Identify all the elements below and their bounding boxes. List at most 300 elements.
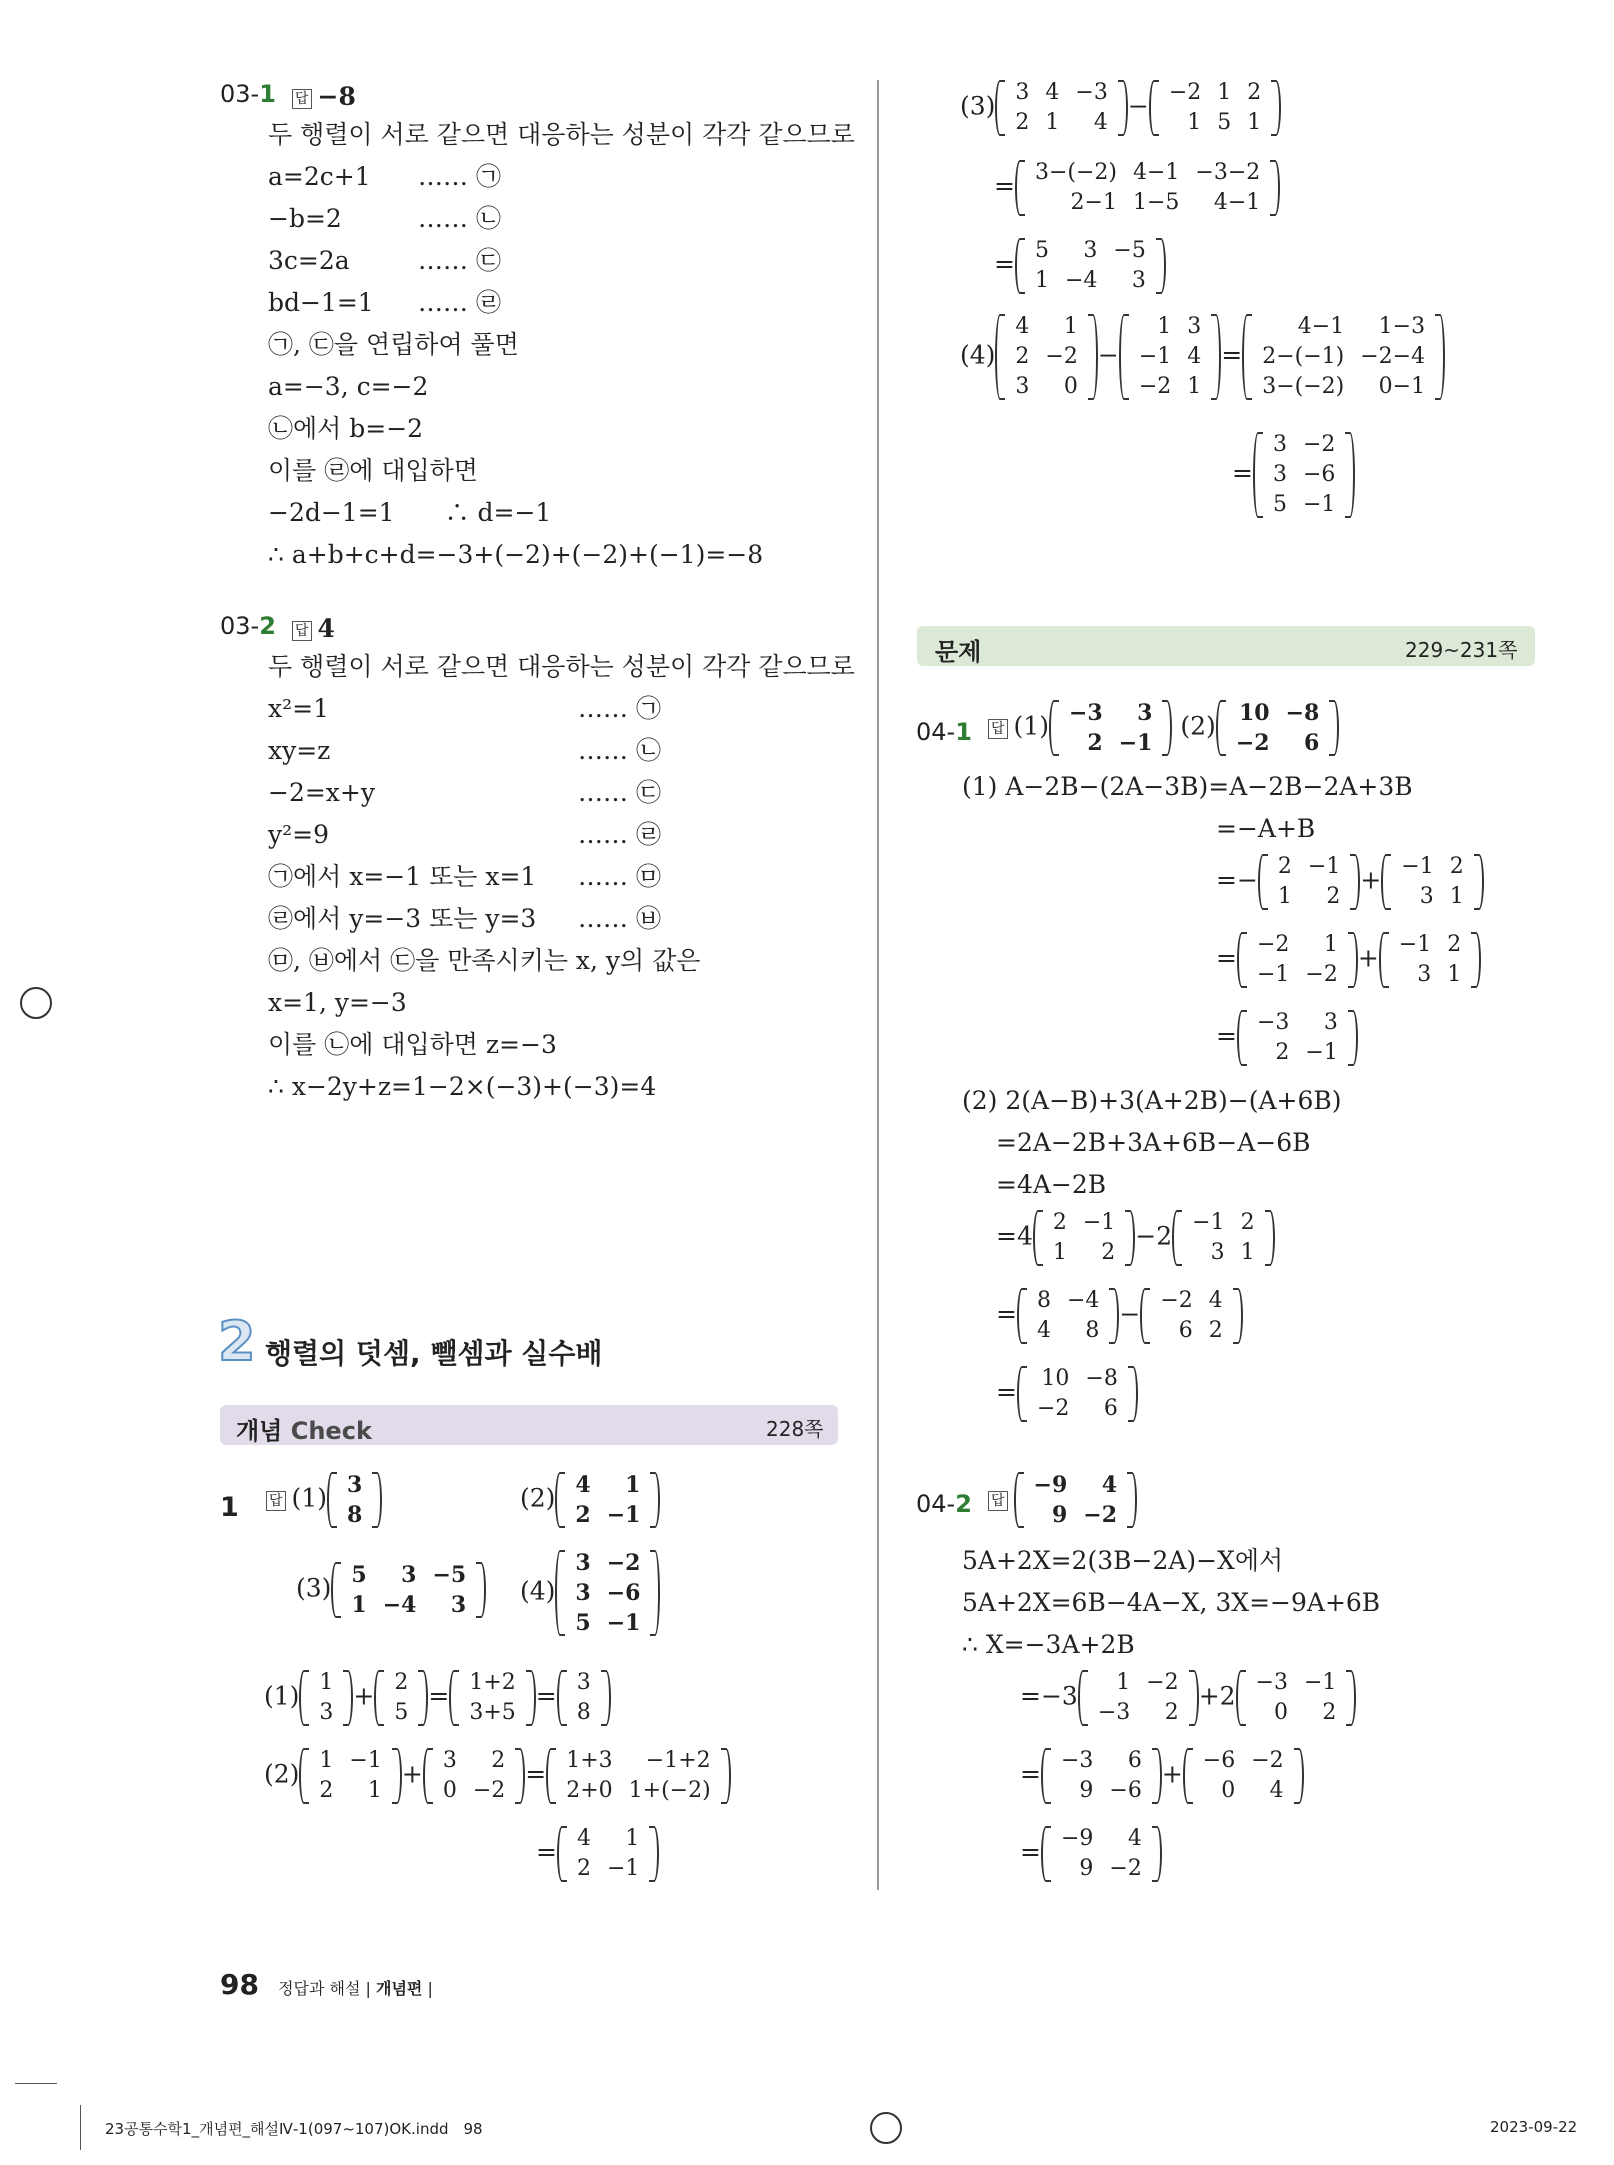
matrix-body bbox=[569, 1668, 599, 1728]
matrix bbox=[1041, 1824, 1162, 1884]
solution-line bbox=[268, 946, 700, 976]
right-paren bbox=[1118, 80, 1128, 136]
matrix-cell: −1 bbox=[1118, 730, 1153, 756]
equation-tag: …… ㉠ bbox=[418, 162, 501, 191]
matrix-cell: −2 bbox=[1302, 432, 1336, 457]
matrix-cell: 4 bbox=[1187, 344, 1202, 369]
matrix-cell: 5 bbox=[575, 1610, 591, 1636]
matrix-cell: 4 bbox=[576, 1826, 591, 1851]
matrix bbox=[1033, 1208, 1135, 1268]
matrix-cell: 1+3 bbox=[566, 1748, 613, 1773]
solution-line: ㉠, ㉢을 연립하여 풀면 bbox=[268, 330, 519, 359]
solution-line: 두 행렬이 서로 같으면 대응하는 성분이 각각 같으므로 bbox=[268, 652, 855, 681]
matrix bbox=[1237, 930, 1358, 990]
left-paren bbox=[555, 1550, 565, 1636]
matrix-cell: 5 bbox=[1272, 492, 1287, 517]
matrix-body bbox=[1161, 78, 1269, 138]
answer-matrix-3 bbox=[331, 1560, 486, 1620]
matrix-cell: −2 bbox=[1305, 962, 1338, 987]
step bbox=[1020, 1824, 1162, 1884]
solution-line: ∴ a+b+c+d=−3+(−2)+(−2)+(−1)=−8 bbox=[268, 540, 764, 569]
solution-line bbox=[962, 1588, 1380, 1618]
solution-line: −b=2 bbox=[268, 204, 342, 233]
matrix bbox=[423, 1746, 525, 1806]
right-paren bbox=[1270, 160, 1280, 216]
matrix-cell: −1 bbox=[606, 1856, 640, 1881]
left-paren bbox=[1015, 238, 1025, 294]
right-paren bbox=[515, 1748, 525, 1804]
sub-4b bbox=[1232, 430, 1355, 520]
solution-line: −2d−1=1 ∴ d=−1 bbox=[268, 498, 552, 527]
equation-tag bbox=[578, 778, 661, 808]
solution-line: x=1, y=−3 bbox=[268, 988, 407, 1017]
matrix bbox=[374, 1668, 428, 1728]
matrix-cell: 2 bbox=[1449, 854, 1464, 879]
left-paren bbox=[299, 1748, 309, 1804]
matrix-cell: −1 bbox=[1302, 492, 1336, 517]
matrix-body bbox=[1265, 430, 1343, 520]
matrix-cell: −2 bbox=[1235, 730, 1270, 756]
op: = bbox=[1216, 943, 1237, 973]
solution-line bbox=[962, 1546, 1283, 1576]
matrix-cell: 3 bbox=[1187, 314, 1202, 339]
solution-line: (1) A−2B−(2A−3B)=A−2B−2A+3B bbox=[962, 772, 1413, 801]
answer-value: −8 bbox=[317, 82, 356, 111]
matrix-cell: 3 bbox=[1137, 700, 1153, 726]
left-paren bbox=[1140, 1288, 1150, 1344]
left-paren bbox=[1253, 432, 1263, 518]
matrix-cell: −3 bbox=[1097, 1700, 1131, 1725]
solution-line: 이를 ㉣에 대입하면 bbox=[268, 456, 478, 485]
part-label: (2) bbox=[1172, 711, 1216, 741]
matrix bbox=[449, 1668, 535, 1728]
left-paren bbox=[1237, 1010, 1247, 1066]
op: + bbox=[353, 1681, 375, 1711]
matrix-cell: −2 bbox=[606, 1550, 641, 1576]
right-paren bbox=[1189, 1670, 1199, 1726]
left-paren bbox=[299, 1670, 309, 1726]
matrix-cell: −3 bbox=[1075, 80, 1108, 105]
section-title: 행렬의 덧셈, 뺄셈과 실수배 bbox=[265, 1337, 603, 1370]
matrix-body bbox=[1027, 236, 1154, 296]
matrix-cell: 2 bbox=[1326, 884, 1341, 909]
matrix bbox=[1017, 1364, 1138, 1424]
matrix-cell: 5 bbox=[1217, 110, 1232, 135]
matrix-cell: 8 bbox=[346, 1502, 363, 1528]
matrix-cell: 5 bbox=[394, 1700, 409, 1725]
equation-tag: …… ㉡ bbox=[578, 736, 661, 765]
matrix bbox=[1237, 1008, 1358, 1068]
q1-answer-2 bbox=[520, 1470, 660, 1530]
right-paren bbox=[650, 1550, 660, 1636]
answer-mark: 답 bbox=[266, 1491, 286, 1511]
equation-tag: …… ㉣ bbox=[578, 820, 661, 849]
equation-tag: …… ㉥ bbox=[578, 904, 661, 933]
matrix-body bbox=[311, 1668, 341, 1728]
matrix bbox=[1253, 430, 1355, 520]
matrix-cell: 4 bbox=[1093, 110, 1108, 135]
matrix-cell: −2−4 bbox=[1360, 344, 1426, 369]
right-paren bbox=[1152, 1826, 1162, 1882]
solution-line: 3c=2a bbox=[268, 246, 350, 275]
matrix-cell: 6 bbox=[1304, 730, 1320, 756]
solution-line: (2) 2(A−B)+3(A+2B)−(A+6B) bbox=[962, 1086, 1342, 1115]
section-number: 2 bbox=[218, 1310, 256, 1373]
op: =4 bbox=[996, 1221, 1033, 1251]
step bbox=[1216, 1008, 1358, 1068]
right-paren bbox=[1127, 1472, 1137, 1528]
answer-matrix-1 bbox=[327, 1470, 382, 1530]
answer-mark: 답 bbox=[292, 621, 312, 641]
matrix-body bbox=[1228, 698, 1328, 758]
right-paren bbox=[1211, 314, 1221, 400]
equation-tag bbox=[578, 904, 661, 934]
matrix-cell: −8 bbox=[1285, 700, 1320, 726]
matrix bbox=[995, 78, 1127, 138]
matrix-cell: −1 bbox=[606, 1610, 641, 1636]
matrix-cell: 5 bbox=[351, 1562, 367, 1588]
part-label: (3) bbox=[960, 91, 996, 121]
right-paren bbox=[1350, 854, 1360, 910]
matrix-body bbox=[1248, 1668, 1345, 1728]
step bbox=[996, 1208, 1275, 1268]
matrix-cell: 1 bbox=[1063, 314, 1078, 339]
solution-line bbox=[268, 1030, 557, 1060]
solution-line: 두 행렬이 서로 같으면 대응하는 성분이 각각 같으므로 bbox=[268, 120, 855, 149]
left-paren bbox=[1236, 1670, 1246, 1726]
right-paren bbox=[392, 1748, 402, 1804]
solution-line bbox=[268, 288, 374, 318]
solution-line bbox=[268, 988, 407, 1018]
op: + bbox=[401, 1759, 423, 1789]
matrix bbox=[299, 1668, 353, 1728]
right-paren bbox=[1471, 932, 1481, 988]
equation-tag: …… ㉢ bbox=[578, 778, 661, 807]
label-number: 04- bbox=[916, 1490, 956, 1518]
matrix-cell: 1 bbox=[1247, 110, 1262, 135]
concept-check-page: 228쪽 bbox=[766, 1417, 824, 1441]
answer-mark: 답 bbox=[292, 89, 312, 109]
matrix-cell: 3 bbox=[575, 1550, 591, 1576]
equation-tag bbox=[578, 736, 661, 766]
matrix-cell: −2 bbox=[1045, 344, 1078, 369]
left-paren bbox=[1041, 1826, 1051, 1882]
matrix-cell: 4 bbox=[1269, 1778, 1284, 1803]
matrix-cell: 0 bbox=[1273, 1700, 1288, 1725]
left-paren bbox=[449, 1670, 459, 1726]
matrix-cell: 2 bbox=[1275, 1040, 1290, 1065]
right-paren bbox=[1348, 932, 1358, 988]
matrix-cell: 8 bbox=[1085, 1318, 1100, 1343]
solution-line bbox=[996, 1170, 1106, 1200]
part-label: (4) bbox=[520, 1576, 556, 1606]
problem-bar-pages: 229~231쪽 bbox=[1405, 638, 1518, 662]
equation-tag bbox=[418, 162, 501, 192]
matrix bbox=[1015, 236, 1166, 296]
equation-tag bbox=[578, 694, 661, 724]
matrix-cell: −1 bbox=[1138, 344, 1172, 369]
matrix-cell: 1 bbox=[1187, 110, 1202, 135]
matrix-body bbox=[569, 1824, 647, 1884]
matrix-body bbox=[1053, 1824, 1150, 1884]
matrix-cell: −2 bbox=[1146, 1670, 1179, 1695]
answer-03-2 bbox=[292, 614, 335, 644]
matrix-cell: −2 bbox=[1138, 374, 1172, 399]
part-label: (2) bbox=[520, 1483, 556, 1513]
answer-mark: 답 bbox=[988, 1491, 1008, 1511]
matrix-cell: −4 bbox=[1066, 1288, 1100, 1313]
matrix-body bbox=[567, 1470, 648, 1530]
matrix-cell: 2 bbox=[319, 1778, 334, 1803]
right-paren bbox=[1346, 1670, 1356, 1726]
matrix-cell: −1+2 bbox=[645, 1748, 711, 1773]
solution-line: ∴ x−2y+z=1−2×(−3)+(−3)=4 bbox=[268, 1072, 657, 1101]
matrix-cell: 1 bbox=[1447, 962, 1462, 987]
concept-check-title bbox=[236, 1411, 372, 1446]
matrix bbox=[1258, 852, 1360, 912]
matrix-cell: 2 bbox=[1015, 344, 1030, 369]
left-paren bbox=[374, 1670, 384, 1726]
right-paren bbox=[1348, 1010, 1358, 1066]
matrix-body bbox=[343, 1560, 474, 1620]
matrix bbox=[1242, 312, 1445, 402]
matrix-cell: 4 bbox=[1101, 1472, 1118, 1498]
matrix-cell: 2 bbox=[1015, 110, 1030, 135]
solution-line: =−A+B bbox=[1216, 814, 1316, 843]
matrix-body bbox=[1045, 1208, 1123, 1268]
left-paren bbox=[995, 314, 1005, 400]
op: = bbox=[994, 171, 1015, 201]
sub-4 bbox=[960, 312, 1445, 402]
matrix-cell: 1 bbox=[1157, 314, 1172, 339]
op: = bbox=[996, 1377, 1017, 1407]
left-paren bbox=[1119, 314, 1129, 400]
matrix-cell: −1 bbox=[349, 1748, 382, 1773]
matrix-cell: 1 bbox=[1449, 884, 1464, 909]
matrix-cell: 1 bbox=[1240, 1240, 1255, 1265]
left-paren bbox=[327, 1472, 337, 1528]
page-number: 98 bbox=[220, 1968, 259, 2001]
problem-bar-title: 문제 bbox=[935, 638, 982, 666]
matrix-cell: 2 bbox=[394, 1670, 409, 1695]
step bbox=[996, 1286, 1243, 1346]
solution-line bbox=[268, 372, 428, 402]
solution-line bbox=[268, 498, 551, 528]
matrix-cell: 1 bbox=[351, 1592, 367, 1618]
matrix-body bbox=[1270, 852, 1348, 912]
matrix-cell: 3 bbox=[1083, 238, 1098, 263]
matrix-cell: 2 bbox=[1087, 730, 1103, 756]
matrix bbox=[1149, 78, 1281, 138]
title-b: Check bbox=[290, 1417, 372, 1445]
right-paren bbox=[1265, 1210, 1275, 1266]
solution-line bbox=[268, 540, 763, 570]
matrix-cell: 4 bbox=[1127, 1826, 1142, 1851]
right-paren bbox=[343, 1670, 353, 1726]
matrix bbox=[1015, 158, 1280, 218]
matrix-body bbox=[1391, 930, 1469, 990]
solution-line: ㉤, ㉥에서 ㉢을 만족시키는 x, y의 값은 bbox=[268, 946, 701, 975]
matrix-cell: 3 bbox=[1272, 462, 1287, 487]
solution-line bbox=[1216, 814, 1315, 844]
solution-line bbox=[268, 330, 519, 360]
matrix-cell: 1 bbox=[319, 1670, 334, 1695]
matrix-cell: 9 bbox=[1079, 1856, 1094, 1881]
op: =− bbox=[1216, 865, 1258, 895]
matrix-cell: −5 bbox=[1113, 238, 1146, 263]
solution-line: a=2c+1 bbox=[268, 162, 371, 191]
matrix-cell: −3 bbox=[1060, 1748, 1094, 1773]
answer-matrix-4 bbox=[555, 1548, 660, 1638]
label-sub: 2 bbox=[955, 1490, 972, 1518]
matrix-cell: 1−5 bbox=[1132, 190, 1180, 215]
page-footer: 98 정답과 해설 | 개념편 | bbox=[220, 1968, 433, 2001]
solution-line bbox=[268, 120, 855, 150]
matrix-body bbox=[339, 1470, 370, 1530]
matrix-cell: 4 bbox=[1045, 80, 1060, 105]
matrix-cell: 0−1 bbox=[1378, 374, 1426, 399]
matrix-cell: −9 bbox=[1060, 1826, 1094, 1851]
sub-3c bbox=[994, 236, 1166, 296]
right-paren bbox=[1329, 700, 1339, 756]
matrix-body bbox=[1131, 312, 1209, 402]
left-paren bbox=[1381, 854, 1391, 910]
equation-tag bbox=[418, 288, 501, 318]
left-paren bbox=[557, 1670, 567, 1726]
matrix-cell: 3 bbox=[1210, 1240, 1225, 1265]
solution-line bbox=[268, 904, 536, 934]
matrix-cell: 1 bbox=[367, 1778, 382, 1803]
op: = bbox=[1020, 1837, 1041, 1867]
matrix bbox=[1236, 1668, 1357, 1728]
right-paren bbox=[476, 1562, 486, 1618]
matrix-body bbox=[1184, 1208, 1262, 1268]
equation-tag bbox=[418, 204, 501, 234]
matrix-cell: 10 bbox=[1041, 1366, 1070, 1391]
matrix bbox=[1017, 1286, 1119, 1346]
solution-line: =2A−2B+3A+6B−A−6B bbox=[996, 1128, 1311, 1157]
matrix-cell: 3 bbox=[450, 1592, 467, 1618]
right-paren bbox=[1271, 80, 1281, 136]
left-paren bbox=[546, 1748, 556, 1804]
right-paren bbox=[1125, 1210, 1135, 1266]
q1-answer-1 bbox=[266, 1470, 382, 1530]
equation-tag: …… ㉠ bbox=[578, 694, 661, 723]
crop-mark-v bbox=[80, 2105, 81, 2150]
matrix-cell: −8 bbox=[1085, 1366, 1118, 1391]
matrix-cell: 2 bbox=[576, 1856, 591, 1881]
op: = bbox=[1216, 1021, 1237, 1051]
left-paren bbox=[1237, 932, 1247, 988]
problem-label-03-1 bbox=[220, 80, 276, 108]
matrix-cell: −2 bbox=[1036, 1396, 1070, 1421]
step bbox=[1216, 852, 1484, 912]
solution-line: ㉣에서 y=−3 또는 y=3 bbox=[268, 904, 537, 933]
solution-line bbox=[268, 456, 478, 486]
matrix-cell: 1−3 bbox=[1378, 314, 1426, 339]
left-paren bbox=[1242, 314, 1252, 400]
right-paren bbox=[1156, 238, 1166, 294]
op: = bbox=[1221, 340, 1243, 370]
op: − bbox=[1127, 91, 1149, 121]
print-date: 2023-09-22 bbox=[1490, 2118, 1578, 2136]
matrix-cell: −2 bbox=[1168, 80, 1202, 105]
solution-line: 이를 ㉡에 대입하면 z=−3 bbox=[268, 1030, 557, 1059]
problem-label-03-2 bbox=[220, 612, 276, 640]
right-paren bbox=[1435, 314, 1445, 400]
left-paren bbox=[1017, 1366, 1027, 1422]
matrix-cell: 1 bbox=[1052, 1240, 1067, 1265]
op: = bbox=[536, 1837, 557, 1867]
matrix-cell: 2−1 bbox=[1070, 190, 1117, 215]
question-number-1: 1 bbox=[220, 1492, 239, 1523]
op: = bbox=[525, 1759, 547, 1789]
solution-line bbox=[268, 246, 350, 276]
solution-line: 5A+2X=6B−4A−X, 3X=−9A+6B bbox=[962, 1588, 1381, 1617]
matrix-cell: 0 bbox=[1063, 374, 1078, 399]
equation-tag: …… ㉣ bbox=[418, 288, 501, 317]
matrix-cell: 1 bbox=[1045, 110, 1060, 135]
matrix-body bbox=[435, 1746, 513, 1806]
part-label: (1) bbox=[1013, 711, 1049, 741]
right-paren bbox=[721, 1748, 731, 1804]
left-paren bbox=[1172, 1210, 1182, 1266]
matrix-body bbox=[558, 1746, 718, 1806]
q1-answer-4 bbox=[520, 1548, 660, 1638]
matrix-body bbox=[461, 1668, 523, 1728]
matrix-cell: −2 bbox=[1083, 1502, 1118, 1528]
right-paren bbox=[1128, 1366, 1138, 1422]
matrix-body bbox=[1053, 1746, 1150, 1806]
matrix-cell: 2 bbox=[1164, 1700, 1179, 1725]
matrix-cell: 4−1 bbox=[1213, 190, 1261, 215]
matrix-body bbox=[311, 1746, 389, 1806]
matrix-cell: −1 bbox=[1192, 1210, 1225, 1235]
matrix bbox=[1379, 930, 1481, 990]
matrix-cell: −1 bbox=[1082, 1210, 1116, 1235]
label-sub: 2 bbox=[259, 612, 276, 640]
matrix-cell: 1 bbox=[1116, 1670, 1131, 1695]
part-label: (4) bbox=[960, 340, 996, 370]
step bbox=[1020, 1746, 1304, 1806]
equation-tag: …… ㉡ bbox=[418, 204, 501, 233]
matrix bbox=[1119, 312, 1221, 402]
file-info: 23공통수학1_개념편_해설Ⅳ-1(097~107)OK.indd 98 bbox=[105, 2120, 483, 2138]
solution-line bbox=[962, 1086, 1342, 1116]
solution-line bbox=[268, 736, 330, 766]
solution-line bbox=[268, 414, 423, 444]
matrix-body bbox=[1026, 1470, 1126, 1530]
label-sub: 1 bbox=[955, 718, 972, 746]
footer-section: 개념편 bbox=[376, 1979, 423, 1998]
matrix-body bbox=[1393, 852, 1471, 912]
right-paren bbox=[1474, 854, 1484, 910]
left-paren bbox=[1033, 1210, 1043, 1266]
solution-line bbox=[268, 778, 375, 808]
op: − bbox=[1097, 340, 1119, 370]
matrix-body bbox=[1195, 1746, 1292, 1806]
matrix bbox=[995, 312, 1097, 402]
matrix-cell: −2 bbox=[472, 1778, 506, 1803]
matrix bbox=[1183, 1746, 1304, 1806]
problem-label-04-1 bbox=[916, 718, 972, 746]
equation-tag bbox=[578, 820, 661, 850]
op: = bbox=[996, 1299, 1017, 1329]
matrix bbox=[1381, 852, 1483, 912]
matrix-body bbox=[1249, 1008, 1346, 1068]
op: = bbox=[1232, 458, 1253, 488]
solution-line bbox=[268, 1072, 656, 1102]
